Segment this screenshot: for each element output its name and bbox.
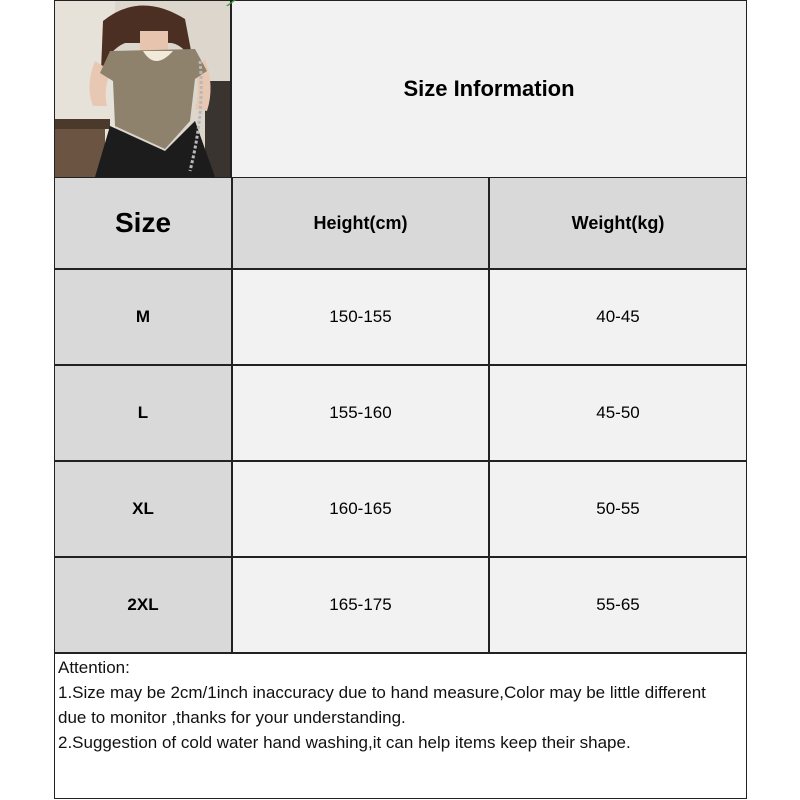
table-row [55,269,746,365]
size-cell: L [55,365,232,461]
notes-line-2: 2.Suggestion of cold water hand washing,it can help items keep their shape. [58,733,631,752]
table-row [55,557,746,653]
size-table [55,178,746,654]
page-title: Size Information [403,76,575,101]
table-row [55,365,746,461]
size-chart [54,0,747,799]
size-chart-header [55,1,746,179]
column-header-height: Height(cm) [232,178,489,269]
table-header-row [55,178,746,269]
height-cell: 150-155 [232,269,489,365]
weight-cell: 40-45 [489,269,746,365]
height-cell: 155-160 [232,365,489,461]
green-corner-mark [226,0,236,6]
size-cell: M [55,269,232,365]
product-photo [55,1,232,177]
weight-cell: 55-65 [489,557,746,653]
notes-heading: Attention: [58,658,130,677]
attention-notes [58,655,738,755]
height-cell: 165-175 [232,557,489,653]
table-row [55,461,746,557]
height-cell: 160-165 [232,461,489,557]
size-cell: 2XL [55,557,232,653]
weight-cell: 50-55 [489,461,746,557]
size-cell: XL [55,461,232,557]
weight-cell: 45-50 [489,365,746,461]
column-header-size: Size [55,178,232,269]
column-header-weight: Weight(kg) [489,178,746,269]
notes-line-1: 1.Size may be 2cm/1inch inaccuracy due to hand measure,Color may be little different due to monitor ,thanks for your understanding. [58,683,706,727]
title-cell [232,1,746,177]
